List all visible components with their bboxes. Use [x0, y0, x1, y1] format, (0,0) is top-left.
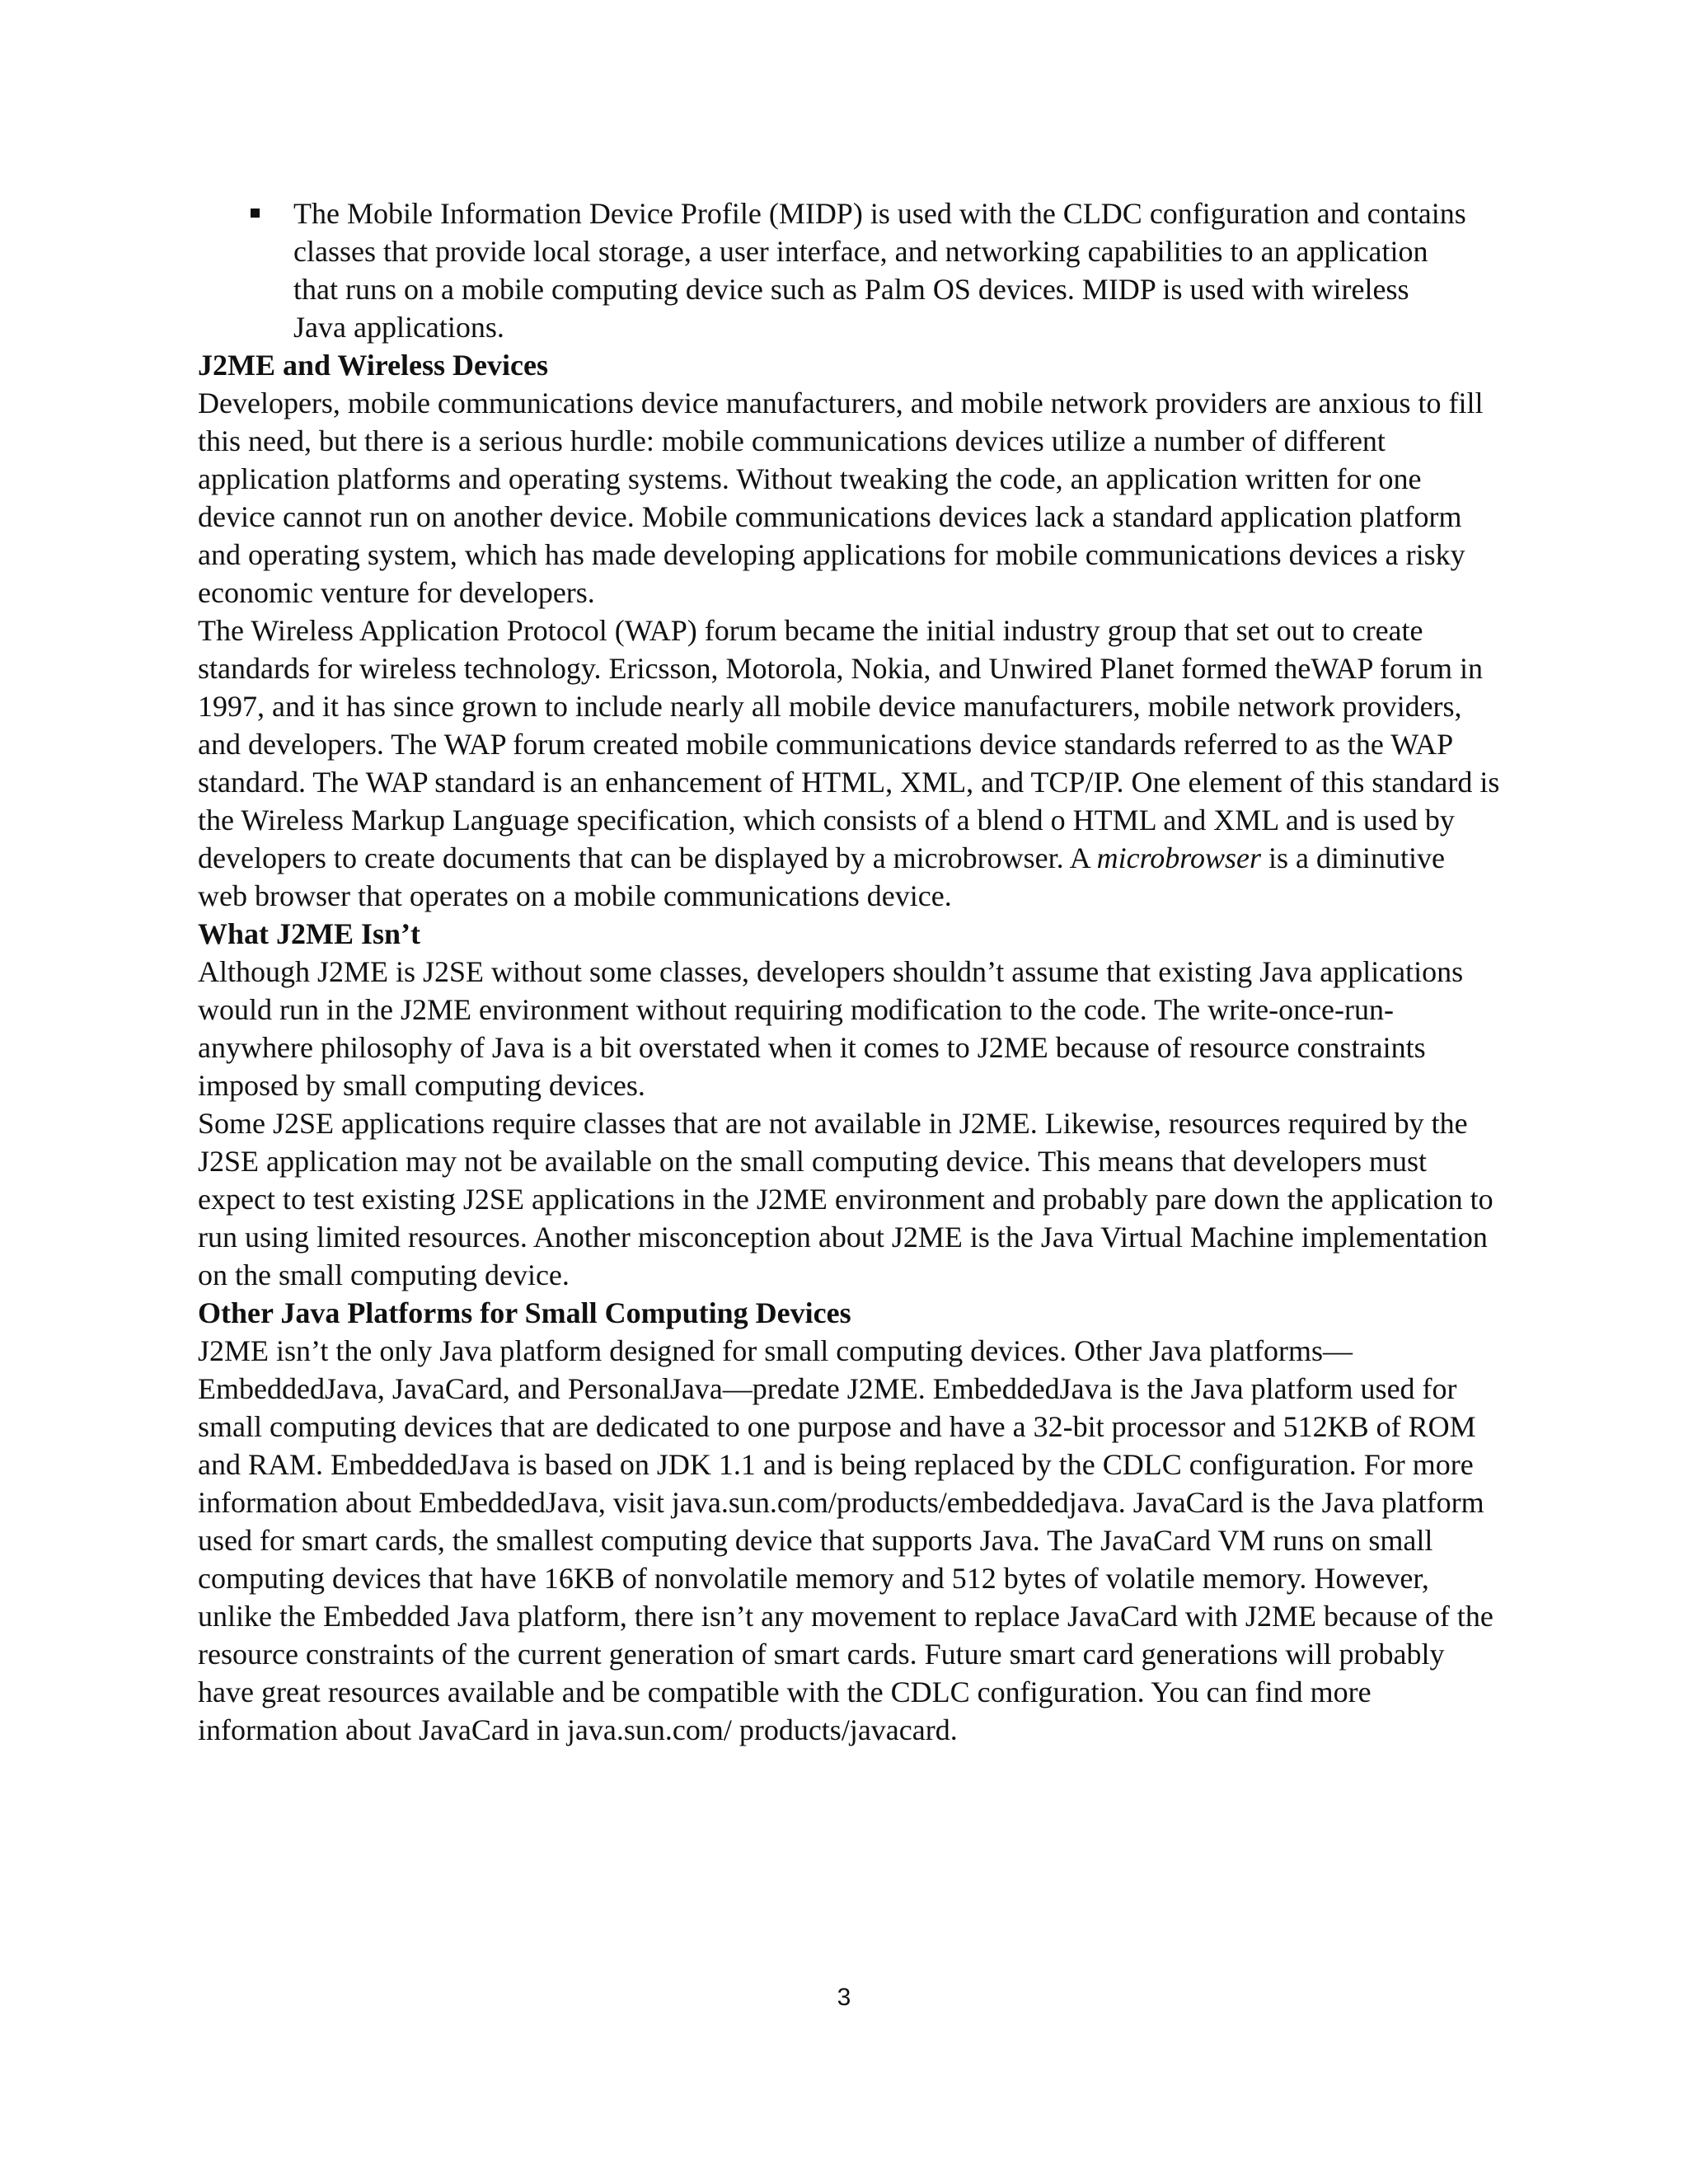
paragraph-other-platforms: J2ME isn’t the only Java platform designed for small computing devices. Other Java platforms—EmbeddedJava, JavaCard, and PersonalJava—predate J2ME. EmbeddedJava is the Java platform used for small computing devices that are dedicated to one purpose and have a 32-bit processor and 512KB of ROM and RAM. EmbeddedJava is based on JDK 1.1 and is being replaced by the CDLC configuration. For more information about EmbeddedJava, visit java.sun.com/products/embeddedjava. JavaCard is the Java platform used for smart cards, the smallest computing device that supports Java. The JavaCard VM runs on small computing devices that have 16KB of nonvolatile memory and 512 bytes of volatile memory. However, unlike the Embedded Java platform, there isn’t any movement to replace JavaCard with J2ME because of the resource constraints of the current generation of smart cards. Future smart card generations will probably have great resources available and be compatible with the CDLC configuration. You can find more information about JavaCard in java.sun.com/ products/javacard.: [198, 1334, 1493, 1746]
paragraph-j2se-applications: Some J2SE applications require classes that are not available in J2ME. Likewise, resources required by the J2SE application may not be available on the small computing device. This means that developers must expect to test existing J2SE applications in the J2ME environment and probably pare down the application to run using limited resources. Another misconception about J2ME is the Java Virtual Machine implementation on the small computing device.: [198, 1107, 1493, 1291]
paragraph-j2se-without-classes: Although J2ME is J2SE without some classes, developers shouldn’t assume that existing Java applications would run in the J2ME environment without requiring modification to the code. The write-once-run-anywhere philosophy of Java is a bit overstated when it comes to J2ME because of resource constraints imposed by small computing devices.: [198, 955, 1464, 1102]
midp-bullet-item: [293, 194, 1500, 346]
paragraph-developers-hurdle: Developers, mobile communications device manufacturers, and mobile network providers are anxious to fill this need, but there is a serious hurdle: mobile communications devices utilize a number of different application platforms and operating systems. Without tweaking the code, an application written for one device cannot run on another device. Mobile communications devices lack a standard application platform and operating system, which has made developing applications for mobile communications devices a risky economic venture for developers.: [198, 387, 1484, 609]
square-bullet-icon: [251, 209, 260, 218]
microbrowser-term: microbrowser: [1096, 841, 1261, 874]
page-number: 3: [837, 1984, 851, 2011]
midp-bullet-text: The Mobile Information Device Profile (MIDP) is used with the CLDC configuration and contains classes that provide local storage, a user interface, and networking capabilities to an application that runs on a mobile computing device such as Palm OS devices. MIDP is used with wireless Java applications.: [293, 197, 1466, 344]
document-page: [198, 194, 1500, 1749]
wap-text-after: is a diminutive web browser that operates on a mobile communications device.: [198, 841, 1445, 912]
heading-what-j2me-isnt: What J2ME Isn’t: [198, 917, 421, 950]
wap-text-before: The Wireless Application Protocol (WAP) forum became the initial industry group that set out to create standards for wireless technology. Ericsson, Motorola, Nokia, and Unwired Planet formed theWAP forum in 1997, and it has since grown to include nearly all mobile device manufacturers, mobile network providers, and developers. The WAP forum created mobile communications device standards referred to as the WAP standard. The WAP standard is an enhancement of HTML, XML, and TCP/IP. One element of this standard is the Wireless Markup Language specification, which consists of a blend o HTML and XML and is used by developers to create documents that can be displayed by a microbrowser. A: [198, 614, 1500, 874]
heading-j2me-wireless-devices: J2ME and Wireless Devices: [198, 349, 548, 382]
paragraph-wap-forum: [198, 612, 1500, 915]
heading-other-java-platforms: Other Java Platforms for Small Computing Devices: [198, 1296, 851, 1329]
